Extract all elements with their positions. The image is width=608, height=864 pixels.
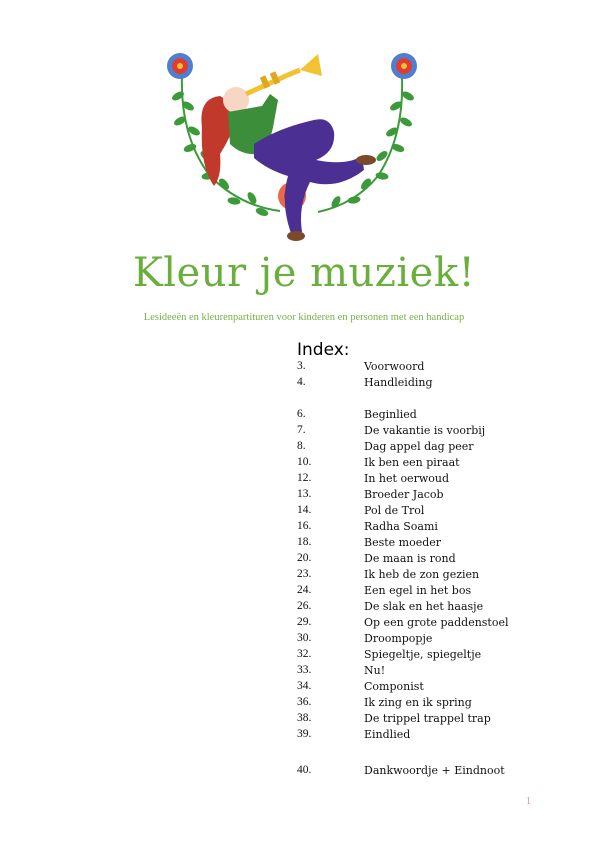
toc-page-number: 14. [297,504,312,516]
toc-entry [297,632,557,648]
toc-title: Componist [364,680,424,693]
toc-entry [297,376,557,392]
toc-entry [297,456,557,472]
toc-title: Op een grote paddenstoel [364,616,509,629]
toc-entry [297,680,557,696]
toc-entry [297,424,557,440]
toc-title: Ik zing en ik spring [364,696,472,709]
toc-page-number: 34. [297,680,312,692]
toc-page-number: 39. [297,728,312,740]
index-heading: Index: [297,340,350,360]
toc-page-number: 18. [297,536,312,548]
toc-page-number: 32. [297,648,312,660]
toc-page-number: 26. [297,600,312,612]
toc-entry [297,648,557,664]
toc-entry [297,552,557,568]
flower-icon [167,53,193,79]
toc-page-number: 7. [297,424,306,436]
toc-entry [297,728,557,744]
toc-title: Pol de Trol [364,504,425,517]
trumpet-player-illustration [150,36,450,246]
toc-entry [297,536,557,552]
toc-title: Dankwoordje + Eindnoot [364,764,505,777]
toc-title: Dag appel dag peer [364,440,474,453]
toc-entry [297,696,557,712]
toc-page-number: 3. [297,360,306,372]
toc-entry [297,568,557,584]
toc-page-number: 29. [297,616,312,628]
toc-title: De maan is rond [364,552,456,565]
document-subtitle: Lesideeën en kleurenpartituren voor kinderen en personen met een handicap [143,312,465,323]
toc-page-number: 33. [297,664,312,676]
toc-title: Een egel in het bos [364,584,472,597]
toc-page-number: 8. [297,440,306,452]
toc-page-number: 30. [297,632,312,644]
toc-title: Droompopje [364,632,433,645]
toc-page-number: 40. [297,764,312,776]
toc-entry [297,488,557,504]
girl-figure [201,54,376,241]
toc-title: De slak en het haasje [364,600,484,613]
toc-title: De vakantie is voorbij [364,424,486,437]
toc-page-number: 23. [297,568,312,580]
toc-title: Ik ben een piraat [364,456,460,469]
toc-entry [297,408,557,424]
toc-page-number: 20. [297,552,312,564]
toc-entry [297,520,557,536]
toc-title: Handleiding [364,376,433,389]
toc-page-number: 4. [297,376,306,388]
toc-title: Beginlied [364,408,417,421]
toc-page-number: 38. [297,712,312,724]
toc-title: Voorwoord [364,360,425,373]
toc-title: Radha Soami [364,520,438,533]
toc-page-number: 24. [297,584,312,596]
toc-entry [297,584,557,600]
toc-page-number: 16. [297,520,312,532]
toc-page-number: 10. [297,456,312,468]
toc-title: Beste moeder [364,536,442,549]
toc-page-number: 6. [297,408,306,420]
toc-page-number: 13. [297,488,312,500]
toc-entry [297,664,557,680]
toc-title: Broeder Jacob [364,488,444,501]
toc-entry [297,472,557,488]
page-number: 1 [526,796,531,807]
toc-page-number: 36. [297,696,312,708]
flower-icon [391,53,417,79]
toc-title: De trippel trappel trap [364,712,491,725]
toc-title: Eindlied [364,728,411,741]
toc-title: Spiegeltje, spiegeltje [364,648,482,661]
document-title: Kleur je muziek! [132,250,476,296]
toc-title: Ik heb de zon gezien [364,568,480,581]
toc-title: In het oerwoud [364,472,449,485]
toc-entry [297,616,557,632]
toc-page-number: 12. [297,472,312,484]
toc-entry [297,712,557,728]
toc-title: Nu! [364,664,386,677]
toc-entry [297,504,557,520]
toc-entry [297,360,557,376]
toc-entry [297,440,557,456]
toc-entry [297,600,557,616]
toc-entry [297,764,557,780]
